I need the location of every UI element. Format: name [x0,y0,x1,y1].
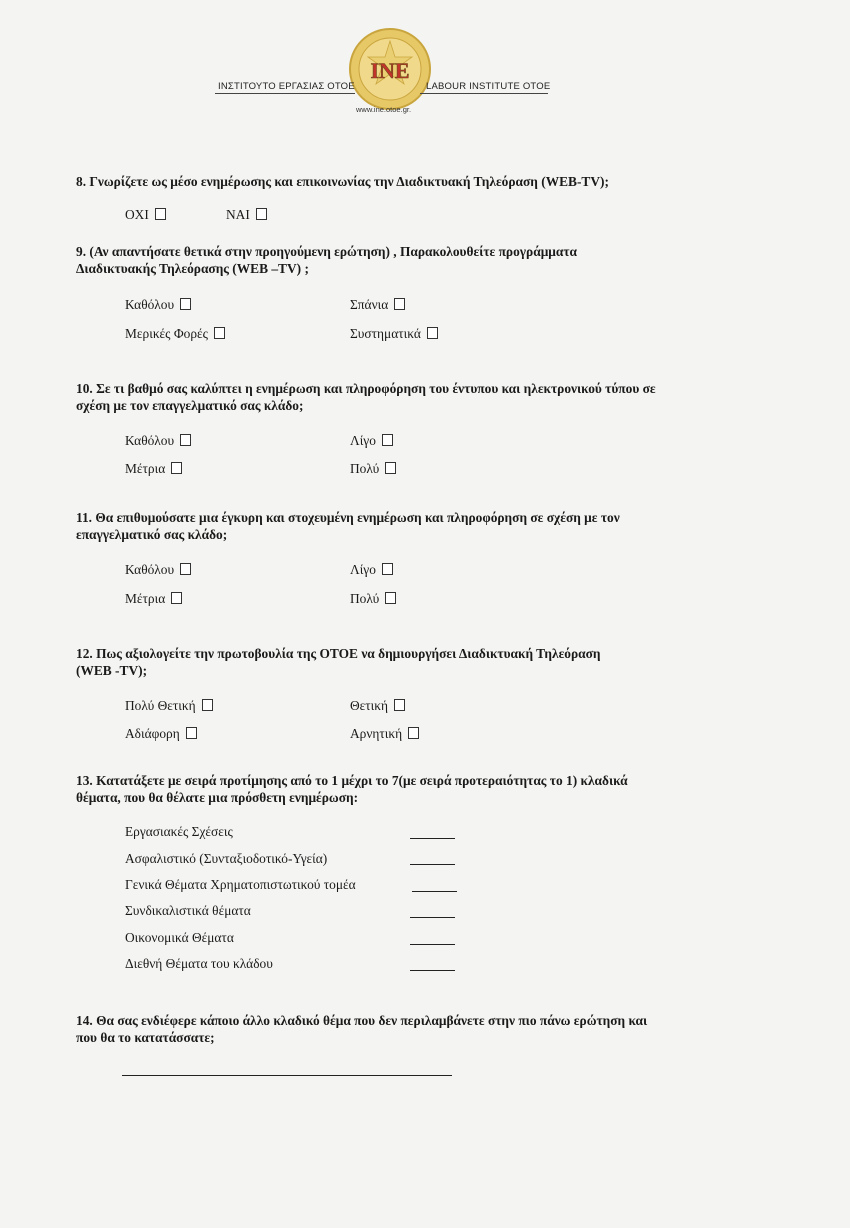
checkbox[interactable] [171,592,182,604]
rank-item-international-topics: Διεθνή Θέματα του κλάδου [125,956,273,971]
q10-option-not-at-all[interactable]: Καθόλου [125,433,191,449]
q10-option-much[interactable]: Πολύ [350,461,396,477]
question-11: 11. Θα επιθυμούσατε μια έγκυρη και στοχευμένη ενημέρωση και πληροφόρηση σε σχέση με τον επαγγελματικό σας κλάδο; [76,510,620,542]
checkbox[interactable] [427,327,438,339]
q9-option-sometimes[interactable]: Μερικές Φορές [125,326,225,342]
svg-text:INE: INE [370,58,410,83]
q10-option-little[interactable]: Λίγο [350,433,393,449]
checkbox[interactable] [180,434,191,446]
q12-option-very-positive[interactable]: Πολύ Θετική [125,698,213,714]
q14-answer-line[interactable] [122,1075,452,1076]
checkbox[interactable] [180,298,191,310]
header-divider-left [215,93,355,94]
checkbox[interactable] [180,563,191,575]
checkbox[interactable] [382,434,393,446]
rank-item-labour-relations: Εργασιακές Σχέσεις [125,824,233,839]
ine-logo-icon [348,27,432,111]
question-8 [76,173,609,190]
checkbox[interactable] [382,563,393,575]
q8-option-yes[interactable]: ΝΑΙ [226,207,267,223]
rank-item-union-topics: Συνδικαλιστικά θέματα [125,903,251,918]
q11-option-little[interactable]: Λίγο [350,562,393,578]
header-institute-english: LABOUR INSTITUTE OTOE [426,81,551,92]
rank-item-insurance: Ασφαλιστικό (Συνταξιοδοτικό-Υγεία) [125,851,328,866]
q10-option-moderately[interactable]: Μέτρια [125,461,182,477]
q12-option-negative[interactable]: Αρνητική [350,726,419,742]
rank-blank-4[interactable] [410,917,455,918]
rank-blank-1[interactable] [410,838,455,839]
header-institute-greek: ΙΝΣΤΙΤΟΥΤΟ ΕΡΓΑΣΙΑΣ ΟΤΟΕ [218,81,355,92]
q9-option-systematically[interactable]: Συστηματικά [350,326,438,342]
checkbox[interactable] [408,727,419,739]
checkbox[interactable] [214,327,225,339]
checkbox[interactable] [394,298,405,310]
question-13: 13. Κατατάξετε με σειρά προτίμησης από το 1 μέχρι το 7(με σειρά προτεραιότητας το 1) κλαδικά θέματα, που θα θέλατε μια πρόσθετη ενημέρωση: [76,773,628,805]
q11-option-much[interactable]: Πολύ [350,591,396,607]
rank-blank-6[interactable] [410,970,455,971]
checkbox[interactable] [385,462,396,474]
header-divider-right [420,93,548,94]
header-url: www.ine.otoe.gr. [356,105,412,114]
question-12: 12. Πως αξιολογείτε την πρωτοβουλία της ΟΤΟΕ να δημιουργήσει Διαδικτυακή Τηλεόραση (WEB -TV); [76,646,601,678]
question-9: 9. (Αν απαντήσατε θετικά στην προηγούμενη ερώτηση) , Παρακολουθείτε προγράμματα Διαδικτυακής Τηλεόρασης (WEB –TV) ; [76,244,577,276]
rank-item-financial-sector: Γενικά Θέματα Χρηματοπιστωτικού τομέα [125,877,356,892]
q9-option-never[interactable]: Καθόλου [125,297,191,313]
checkbox[interactable] [394,699,405,711]
checkbox[interactable] [171,462,182,474]
checkbox[interactable] [256,208,267,220]
question-14: 14. Θα σας ενδιέφερε κάποιο άλλο κλαδικό θέμα που δεν περιλαμβάνετε στην πιο πάνω ερώτηση και που θα το κατατάσσατε; [76,1013,648,1045]
rank-blank-5[interactable] [410,944,455,945]
checkbox[interactable] [385,592,396,604]
q9-option-rarely[interactable]: Σπάνια [350,297,405,313]
q12-option-positive[interactable]: Θετική [350,698,405,714]
rank-item-economic-topics: Οικονομικά Θέματα [125,930,234,945]
checkbox[interactable] [186,727,197,739]
checkbox[interactable] [202,699,213,711]
question-10: 10. Σε τι βαθμό σας καλύπτει η ενημέρωση και πληροφόρηση του έντυπου και ηλεκτρονικού τύπου σε σχέση με τον επαγγελματικό σας κλάδο; [76,381,656,413]
rank-blank-2[interactable] [410,864,455,865]
q11-option-not-at-all[interactable]: Καθόλου [125,562,191,578]
q8-option-no[interactable]: ΟΧΙ [125,207,166,223]
rank-blank-3[interactable] [412,891,457,892]
checkbox[interactable] [155,208,166,220]
question-8-text: 8. Γνωρίζετε ως μέσο ενημέρωσης και επικοινωνίας την Διαδικτυακή Τηλεόραση (WEB-TV); [76,174,609,189]
q11-option-moderately[interactable]: Μέτρια [125,591,182,607]
q12-option-indifferent[interactable]: Αδιάφορη [125,726,197,742]
